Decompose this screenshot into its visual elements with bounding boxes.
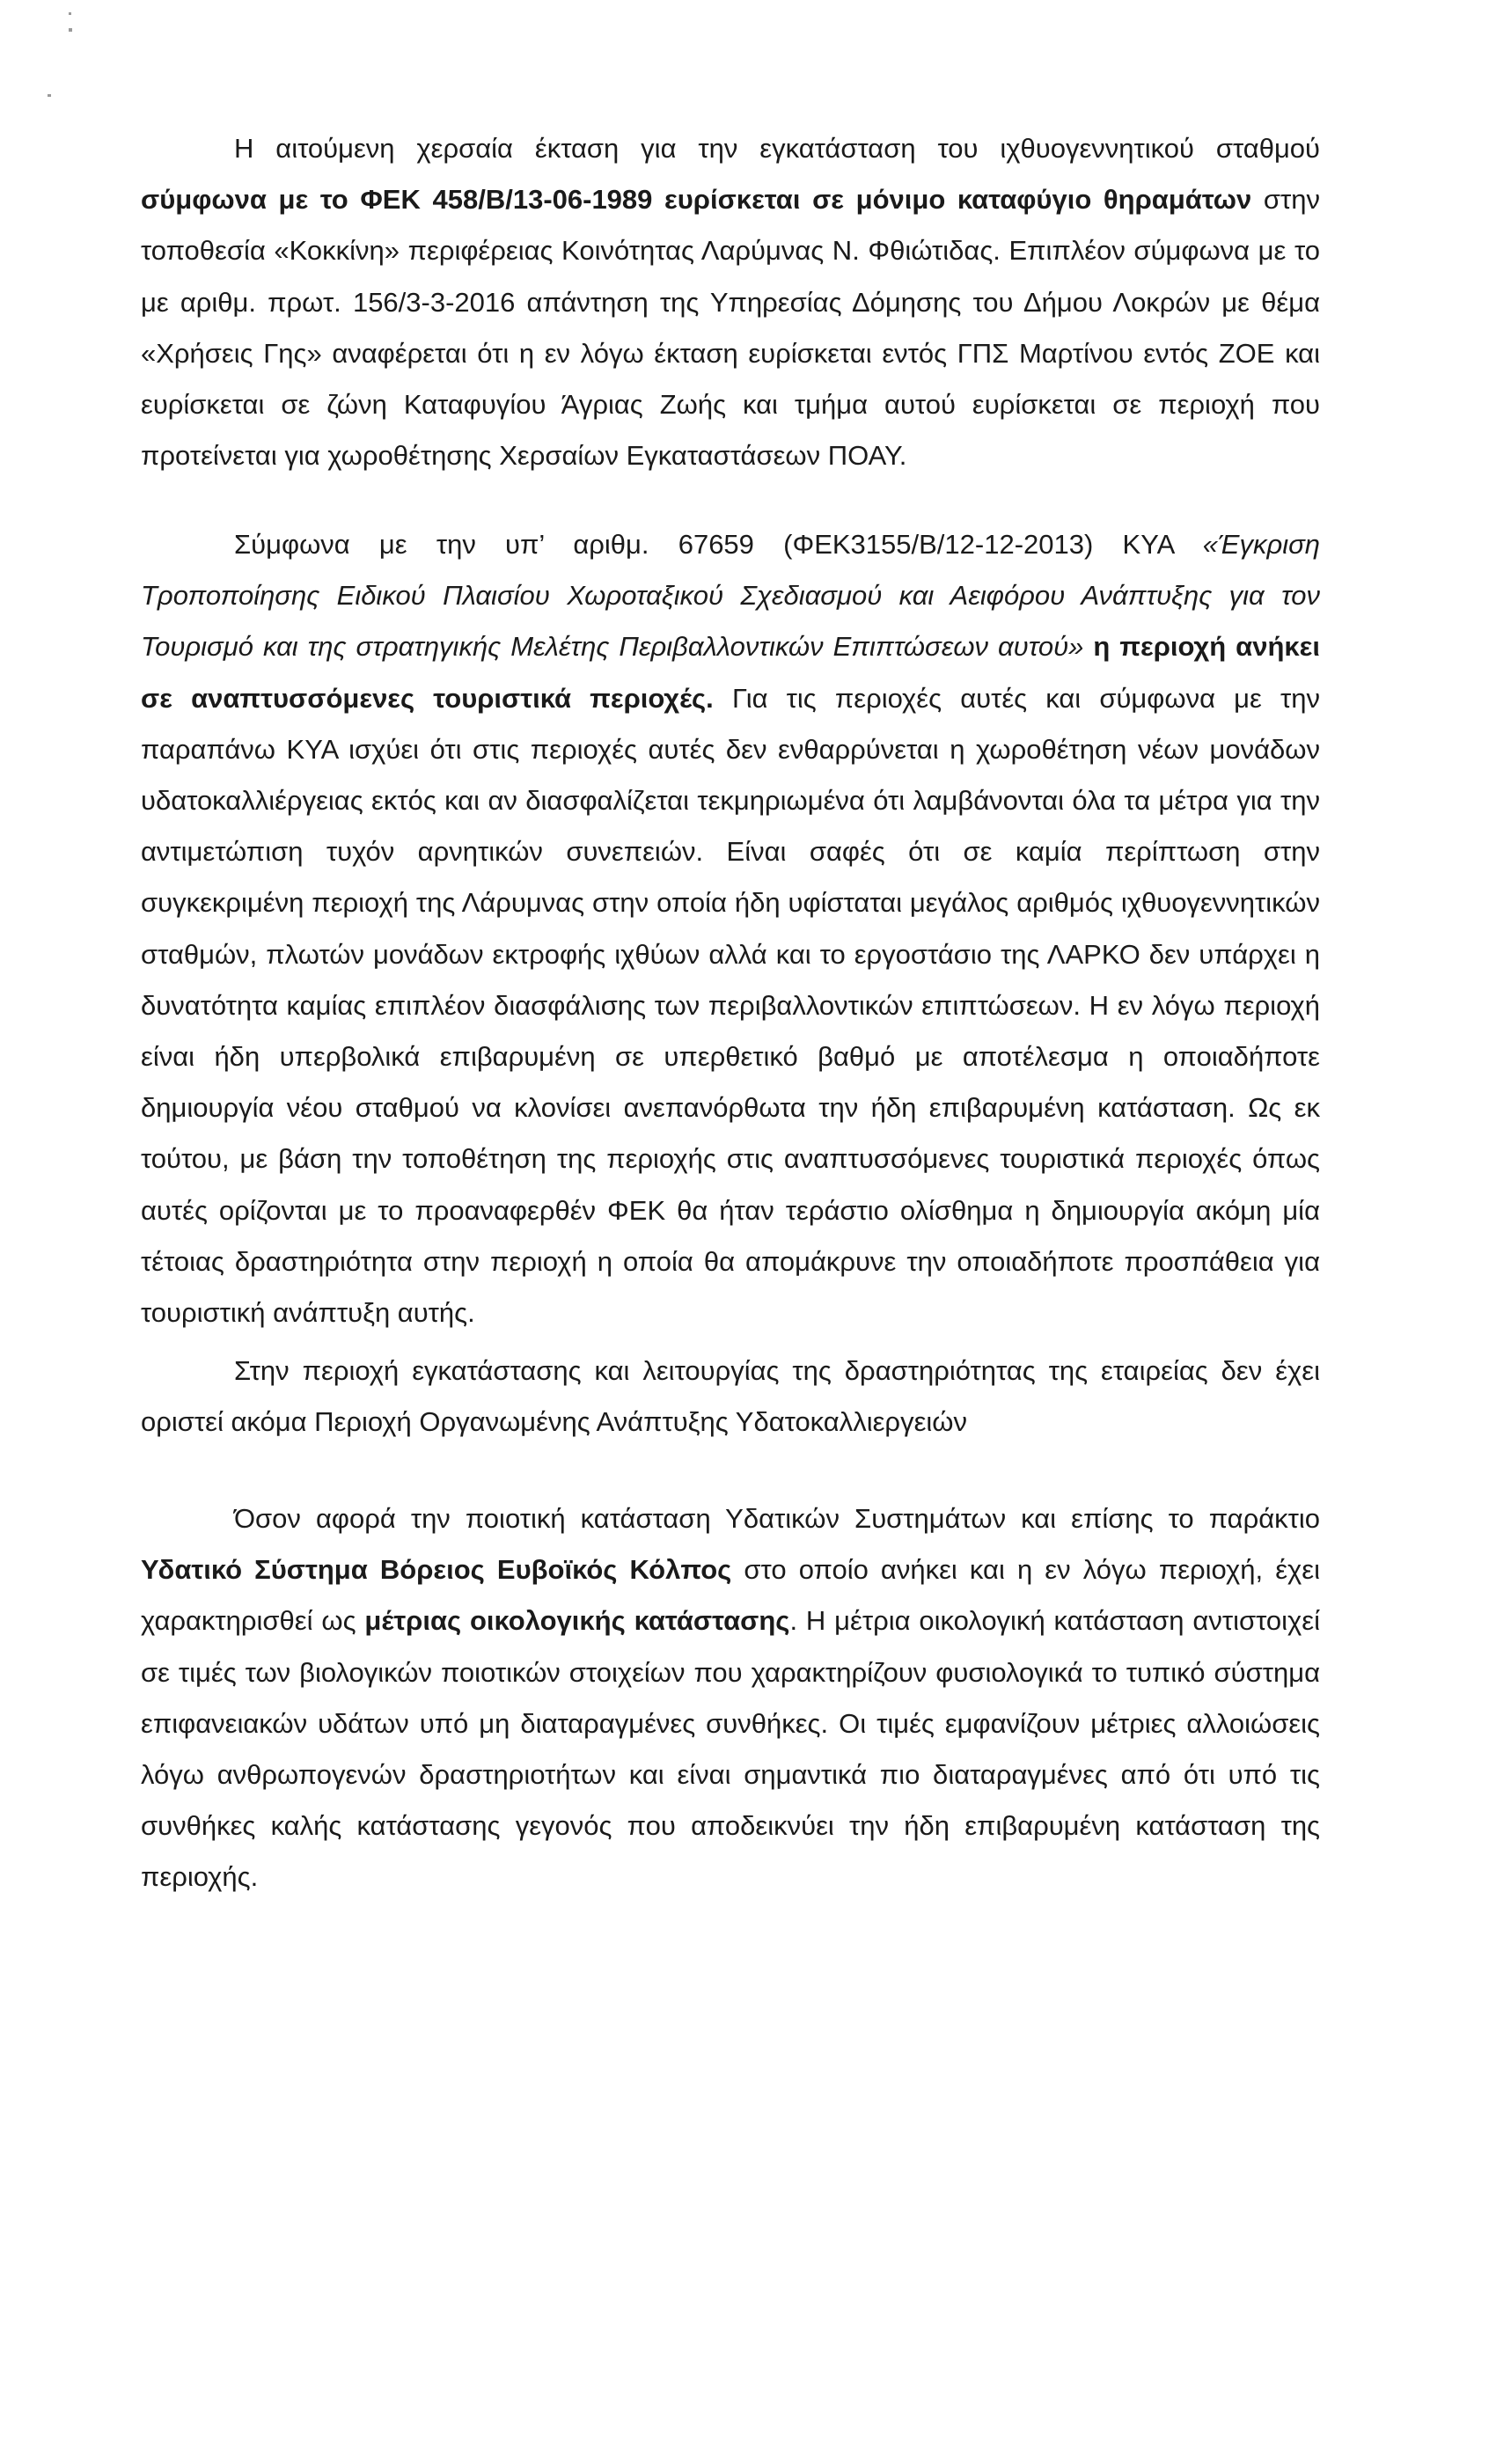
paragraph-tourism-lead: Σύμφωνα με την υπ’ αριθμ. 67659 (ΦΕΚ3155/Β/12-12-2013) ΚΥΑ: [234, 529, 1203, 560]
paragraph-water-quality: [141, 1493, 1320, 1903]
paragraph-location: [141, 123, 1320, 481]
scan-speck: [48, 94, 51, 97]
paragraph-water-lead: Όσον αφορά την ποιοτική κατάσταση Υδατικών Συστημάτων και επίσης το παράκτιο: [234, 1503, 1320, 1534]
paragraph-tourism-rest: Για τις περιοχές αυτές και σύμφωνα με την παραπάνω ΚΥΑ ισχύει ότι στις περιοχές αυτές δεν ενθαρρύνεται η χωροθέτηση νέων μονάδων υδατοκαλλιέργειας εκτός και αν διασφαλίζεται τεκμηριωμένα ότι λαμβάνονται όλα τα μέτρα για την αντιμετώπιση τυχόν αρνητικών συνεπειών. Είναι σαφές ότι σε καμία περίπτωση στην συγκεκριμένη περιοχή της Λάρυμνας στην οποία ήδη υφίσταται μεγάλος αριθμός ιχθυογεννητικών σταθμών, πλωτών μονάδων εκτροφής ιχθύων αλλά και το εργοστάσιο της ΛΑΡΚΟ δεν υπάρχει η δυνατότητα καμίας επιπλέον διασφάλισης των περιβαλλοντικών επιπτώσεων. Η εν λόγω περιοχή είναι ήδη υπερβολικά επιβαρυμένη σε υπερθετικό βαθμό με αποτέλεσμα η οποιαδήποτε δημιουργία νέου σταθμού να κλονίσει ανεπανόρθωτα την ήδη επιβαρυμένη κατάσταση. Ως εκ τούτου, με βάση την τοποθέτηση της περιοχής στις αναπτυσσόμενες τουριστικά περιοχές όπως αυτές ορίζονται με το προαναφερθέν ΦΕΚ θα ήταν τεράστιο ολίσθημα η δημιουργία ακόμη μία τέτοιας δραστηριότητα στην περιοχή η οποία θα απομάκρυνε την οποιαδήποτε προσπάθεια για τουριστική ανάπτυξη αυτής.: [141, 682, 1320, 1329]
scan-speck: [69, 12, 71, 15]
paragraph-location-rest: στην τοποθεσία «Κοκκίνη» περιφέρειας Κοινότητας Λαρύμνας Ν. Φθιώτιδας. Επιπλέον σύμφωνα με το με αριθμ. πρωτ. 156/3-3-2016 απάντηση της Υπηρεσίας Δόμησης του Δήμου Λοκρών με θέμα «Χρήσεις Γης» αναφέρεται ότι η εν λόγω έκταση ευρίσκεται εντός ΓΠΣ Μαρτίνου εντός ΖΟΕ και ευρίσκεται σε ζώνη Καταφυγίου Άγριας Ζωής και τμήμα αυτού ευρίσκεται σε περιοχή που προτείνεται για χωροθέτησης Χερσαίων Εγκαταστάσεων ΠΟΑΥ.: [141, 184, 1321, 472]
paragraph-water-bold-status: μέτριας οικολογικής κατάστασης: [364, 1605, 790, 1637]
scan-speck: [69, 28, 72, 32]
paragraph-water-rest: . Η μέτρια οικολογική κατάσταση αντιστοιχεί σε τιμές των βιολογικών ποιοτικών στοιχείων που χαρακτηρίζουν φυσιολογικά το τυπικό σύστημα επιφανειακών υδάτων υπό μη διαταραγμένες συνθήκες. Οι τιμές εμφανίζουν μέτριες αλλοιώσεις λόγω ανθρωπογενών δραστηριοτήτων και είναι σημαντικά πιο διαταραγμένες από ότι υπό τις συνθήκες καλής κατάστασης γεγονός που αποδεικνύει την ήδη επιβαρυμένη κατάσταση της περιοχής.: [141, 1605, 1321, 1893]
paragraph-location-bold: σύμφωνα με το ΦΕΚ 458/Β/13-06-1989 ευρίσκεται σε μόνιμο καταφύγιο θηραμάτων: [141, 184, 1252, 216]
paragraph-water-bold-system: Υδατικό Σύστημα Βόρειος Ευβοϊκός Κόλπος: [141, 1554, 732, 1586]
paragraph-tourism-italic: «Έγκριση Τροποποίησης Ειδικού Πλαισίου Χωροταξικού Σχεδιασμού και Αειφόρου Ανάπτυξης για τον Τουρισμό και της στρατηγικής Μελέτης Περιβαλλοντικών Επιπτώσεων αυτού»: [141, 529, 1320, 663]
paragraph-poay-text: Στην περιοχή εγκατάστασης και λειτουργίας της δραστηριότητας της εταιρείας δεν έχει οριστεί ακόμα Περιοχή Οργανωμένης Ανάπτυξης Υδατοκαλλιεργειών: [141, 1355, 1320, 1438]
paragraph-poay: [141, 1346, 1320, 1448]
paragraph-tourism-bold: η περιοχή ανήκει σε αναπτυσσόμενες τουριστικά περιοχές.: [141, 631, 1320, 714]
paragraph-tourism: [141, 519, 1320, 1338]
paragraph-tourism-space: [1083, 631, 1093, 662]
paragraph-water-mid: στο οποίο ανήκει και η εν λόγω περιοχή, έχει χαρακτηρισθεί ως: [141, 1554, 1320, 1637]
paragraph-location-lead: Η αιτούμενη χερσαία έκταση για την εγκατάσταση του ιχθυογεννητικού σταθμού: [234, 133, 1320, 164]
